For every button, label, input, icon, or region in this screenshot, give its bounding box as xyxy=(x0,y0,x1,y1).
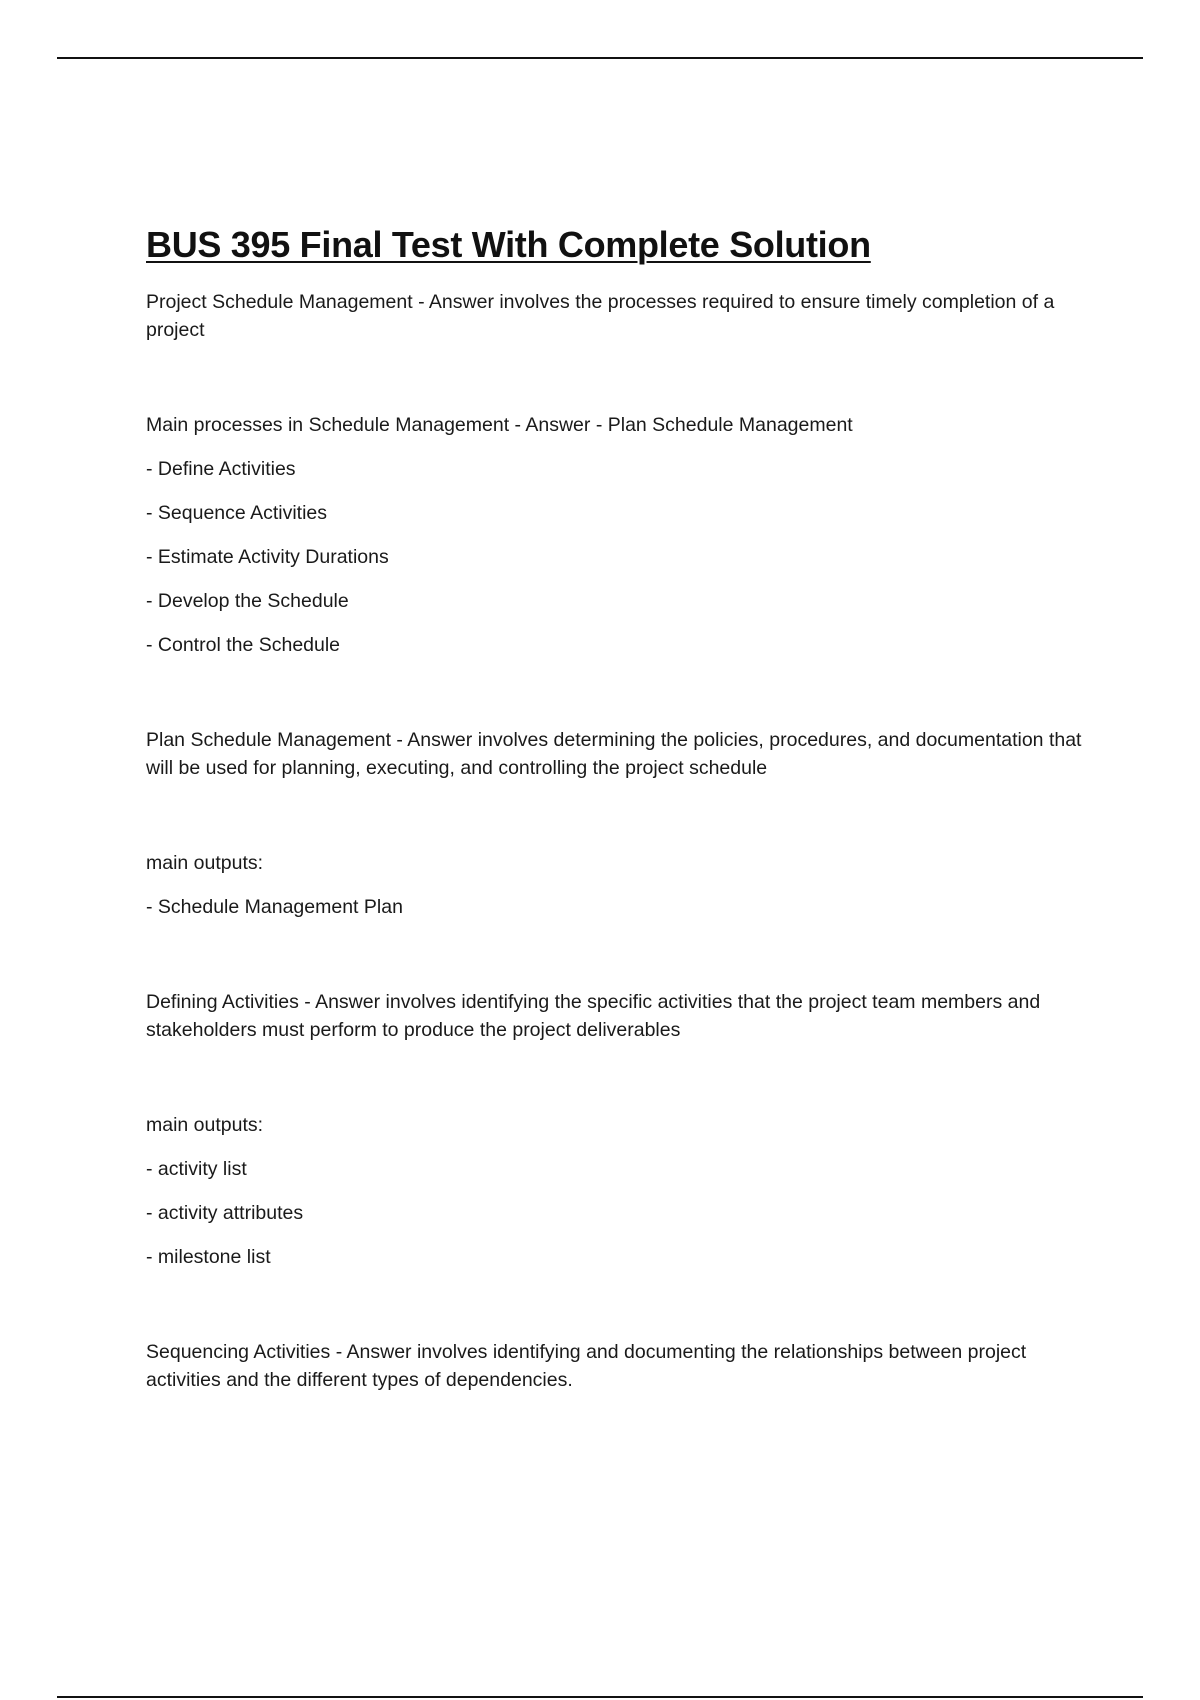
qa-plan-schedule-management: Plan Schedule Management - Answer involves determining the policies, procedures, and documentation that will be used for planning, executing, and controlling the project schedule xyxy=(146,729,1082,779)
document-title: BUS 395 Final Test With Complete Solution xyxy=(146,224,871,265)
list-item: - Estimate Activity Durations xyxy=(146,546,389,568)
list-item: - Control the Schedule xyxy=(146,634,341,656)
list-item: - Sequence Activities xyxy=(146,502,328,524)
footer-rule xyxy=(57,1696,1143,1698)
list-item: - activity list xyxy=(146,1158,247,1180)
list-item: - activity attributes xyxy=(146,1202,304,1224)
main-outputs-label: main outputs: xyxy=(146,1114,264,1136)
list-item: - Develop the Schedule xyxy=(146,590,349,612)
qa-defining-activities: Defining Activities - Answer involves identifying the specific activities that the project team members and stakeholders must perform to produce the project deliverables xyxy=(146,991,1041,1041)
qa-project-schedule-management: Project Schedule Management - Answer involves the processes required to ensure timely completion of a project xyxy=(146,291,1055,341)
list-item: - Schedule Management Plan xyxy=(146,896,403,918)
list-item: - milestone list xyxy=(146,1246,271,1268)
list-item: - Define Activities xyxy=(146,458,296,480)
document-body xyxy=(146,224,1096,1394)
qa-sequencing-activities: Sequencing Activities - Answer involves identifying and documenting the relationships between project activities and the different types of dependencies. xyxy=(146,1341,1027,1391)
main-outputs-label: main outputs: xyxy=(146,852,264,874)
header-rule xyxy=(57,57,1143,59)
qa-main-processes: Main processes in Schedule Management - Answer - Plan Schedule Management xyxy=(146,414,853,436)
